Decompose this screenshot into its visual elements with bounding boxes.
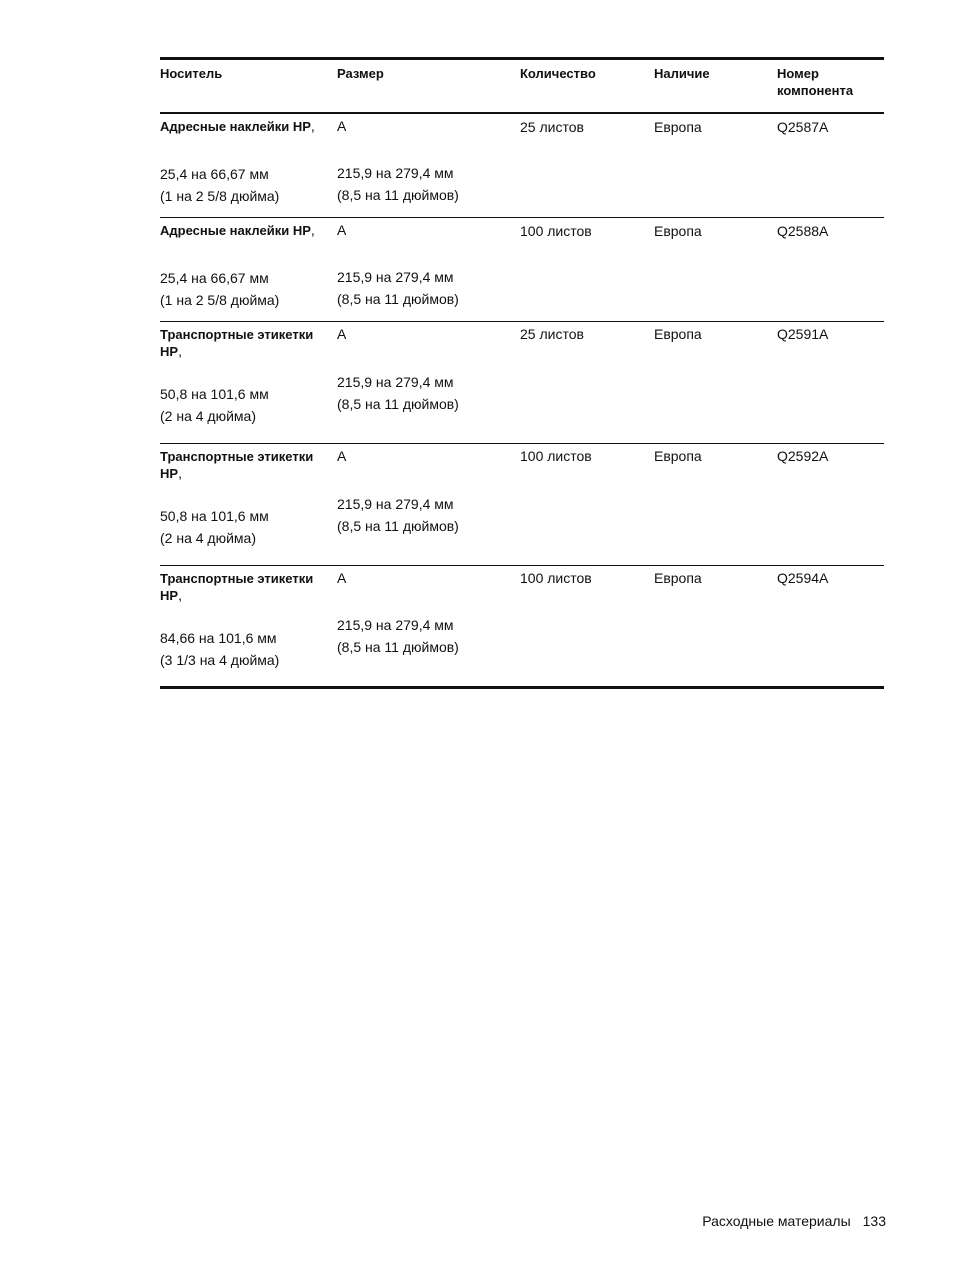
quantity: 100 листов [520,223,592,239]
media-cell [160,118,332,207]
availability: Европа [654,570,702,586]
quantity: 25 листов [520,119,584,135]
media-comma: , [178,587,182,603]
media-dimensions-mm: 50,8 на 101,6 мм [160,508,269,524]
media-dimensions-mm: 50,8 на 101,6 мм [160,386,269,402]
media-dimensions-mm: 84,66 на 101,6 мм [160,630,277,646]
table-row [160,218,884,321]
media-name-line2: HP [160,588,179,603]
footer-section-title: Расходные материалы [702,1213,851,1229]
media-name-line1: Транспортные этикетки [160,327,314,342]
size-mm: 215,9 на 279,4 мм [337,165,454,181]
table-row [160,566,884,686]
part-number: Q2591A [777,326,829,342]
header-availability: Наличие [654,66,710,81]
size-letter: A [337,326,347,342]
header-media: Носитель [160,66,223,81]
media-cell [160,571,332,671]
media-dimensions-in: (1 на 2 5/8 дюйма) [160,292,280,308]
media-dimensions-in: (2 на 4 дюйма) [160,530,256,546]
media-dimensions-mm: 25,4 на 66,67 мм [160,166,269,182]
media-name-line1: Транспортные этикетки [160,571,314,586]
header-part-number [777,65,884,99]
media-name-line2: HP [160,466,179,481]
table-header-row [160,60,884,112]
size-letter: A [337,118,347,134]
quantity: 100 листов [520,448,592,464]
size-mm: 215,9 на 279,4 мм [337,374,454,390]
media-comma: , [178,465,182,481]
size-in: (8,5 на 11 дюймов) [337,291,459,307]
media-cell [160,222,332,311]
size-letter: A [337,222,347,238]
size-cell [337,570,513,658]
availability: Европа [654,448,702,464]
availability: Европа [654,223,702,239]
table-row [160,444,884,565]
media-comma: , [178,343,182,359]
header-part-number-line1: Номер [777,66,819,81]
quantity: 25 листов [520,326,584,342]
size-cell [337,326,513,415]
part-number: Q2587A [777,119,829,135]
table-row [160,114,884,217]
size-cell [337,118,513,206]
header-size: Размер [337,66,384,81]
media-comma: , [310,222,315,238]
media-dimensions-mm: 25,4 на 66,67 мм [160,270,269,286]
header-part-number-line2: компонента [777,83,854,98]
header-quantity: Количество [520,66,596,81]
media-comma: , [310,118,315,134]
quantity: 100 листов [520,570,592,586]
page-number: 133 [862,1213,886,1229]
size-mm: 215,9 на 279,4 мм [337,269,454,285]
media-cell [160,449,332,549]
table-bottom-rule [160,686,884,689]
part-number: Q2588A [777,223,829,239]
size-letter: A [337,448,347,464]
media-dimensions-in: (3 1/3 на 4 дюйма) [160,652,280,668]
media-name: Адресные наклейки HP [160,223,311,238]
media-name: Адресные наклейки HP [160,119,311,134]
part-number: Q2592A [777,448,829,464]
table-row [160,322,884,443]
size-in: (8,5 на 11 дюймов) [337,187,459,203]
size-cell [337,222,513,310]
availability: Европа [654,326,702,342]
availability: Европа [654,119,702,135]
size-mm: 215,9 на 279,4 мм [337,496,454,512]
media-name-line1: Транспортные этикетки [160,449,314,464]
part-number: Q2594A [777,570,829,586]
size-cell [337,448,513,537]
size-in: (8,5 на 11 дюймов) [337,518,459,534]
media-dimensions-in: (2 на 4 дюйма) [160,408,256,424]
size-letter: A [337,570,347,586]
media-name-line2: HP [160,344,179,359]
size-mm: 215,9 на 279,4 мм [337,617,454,633]
size-in: (8,5 на 11 дюймов) [337,396,459,412]
page-footer [702,1213,886,1229]
size-in: (8,5 на 11 дюймов) [337,639,459,655]
supplies-table [160,57,884,689]
media-dimensions-in: (1 на 2 5/8 дюйма) [160,188,280,204]
media-cell [160,327,332,427]
